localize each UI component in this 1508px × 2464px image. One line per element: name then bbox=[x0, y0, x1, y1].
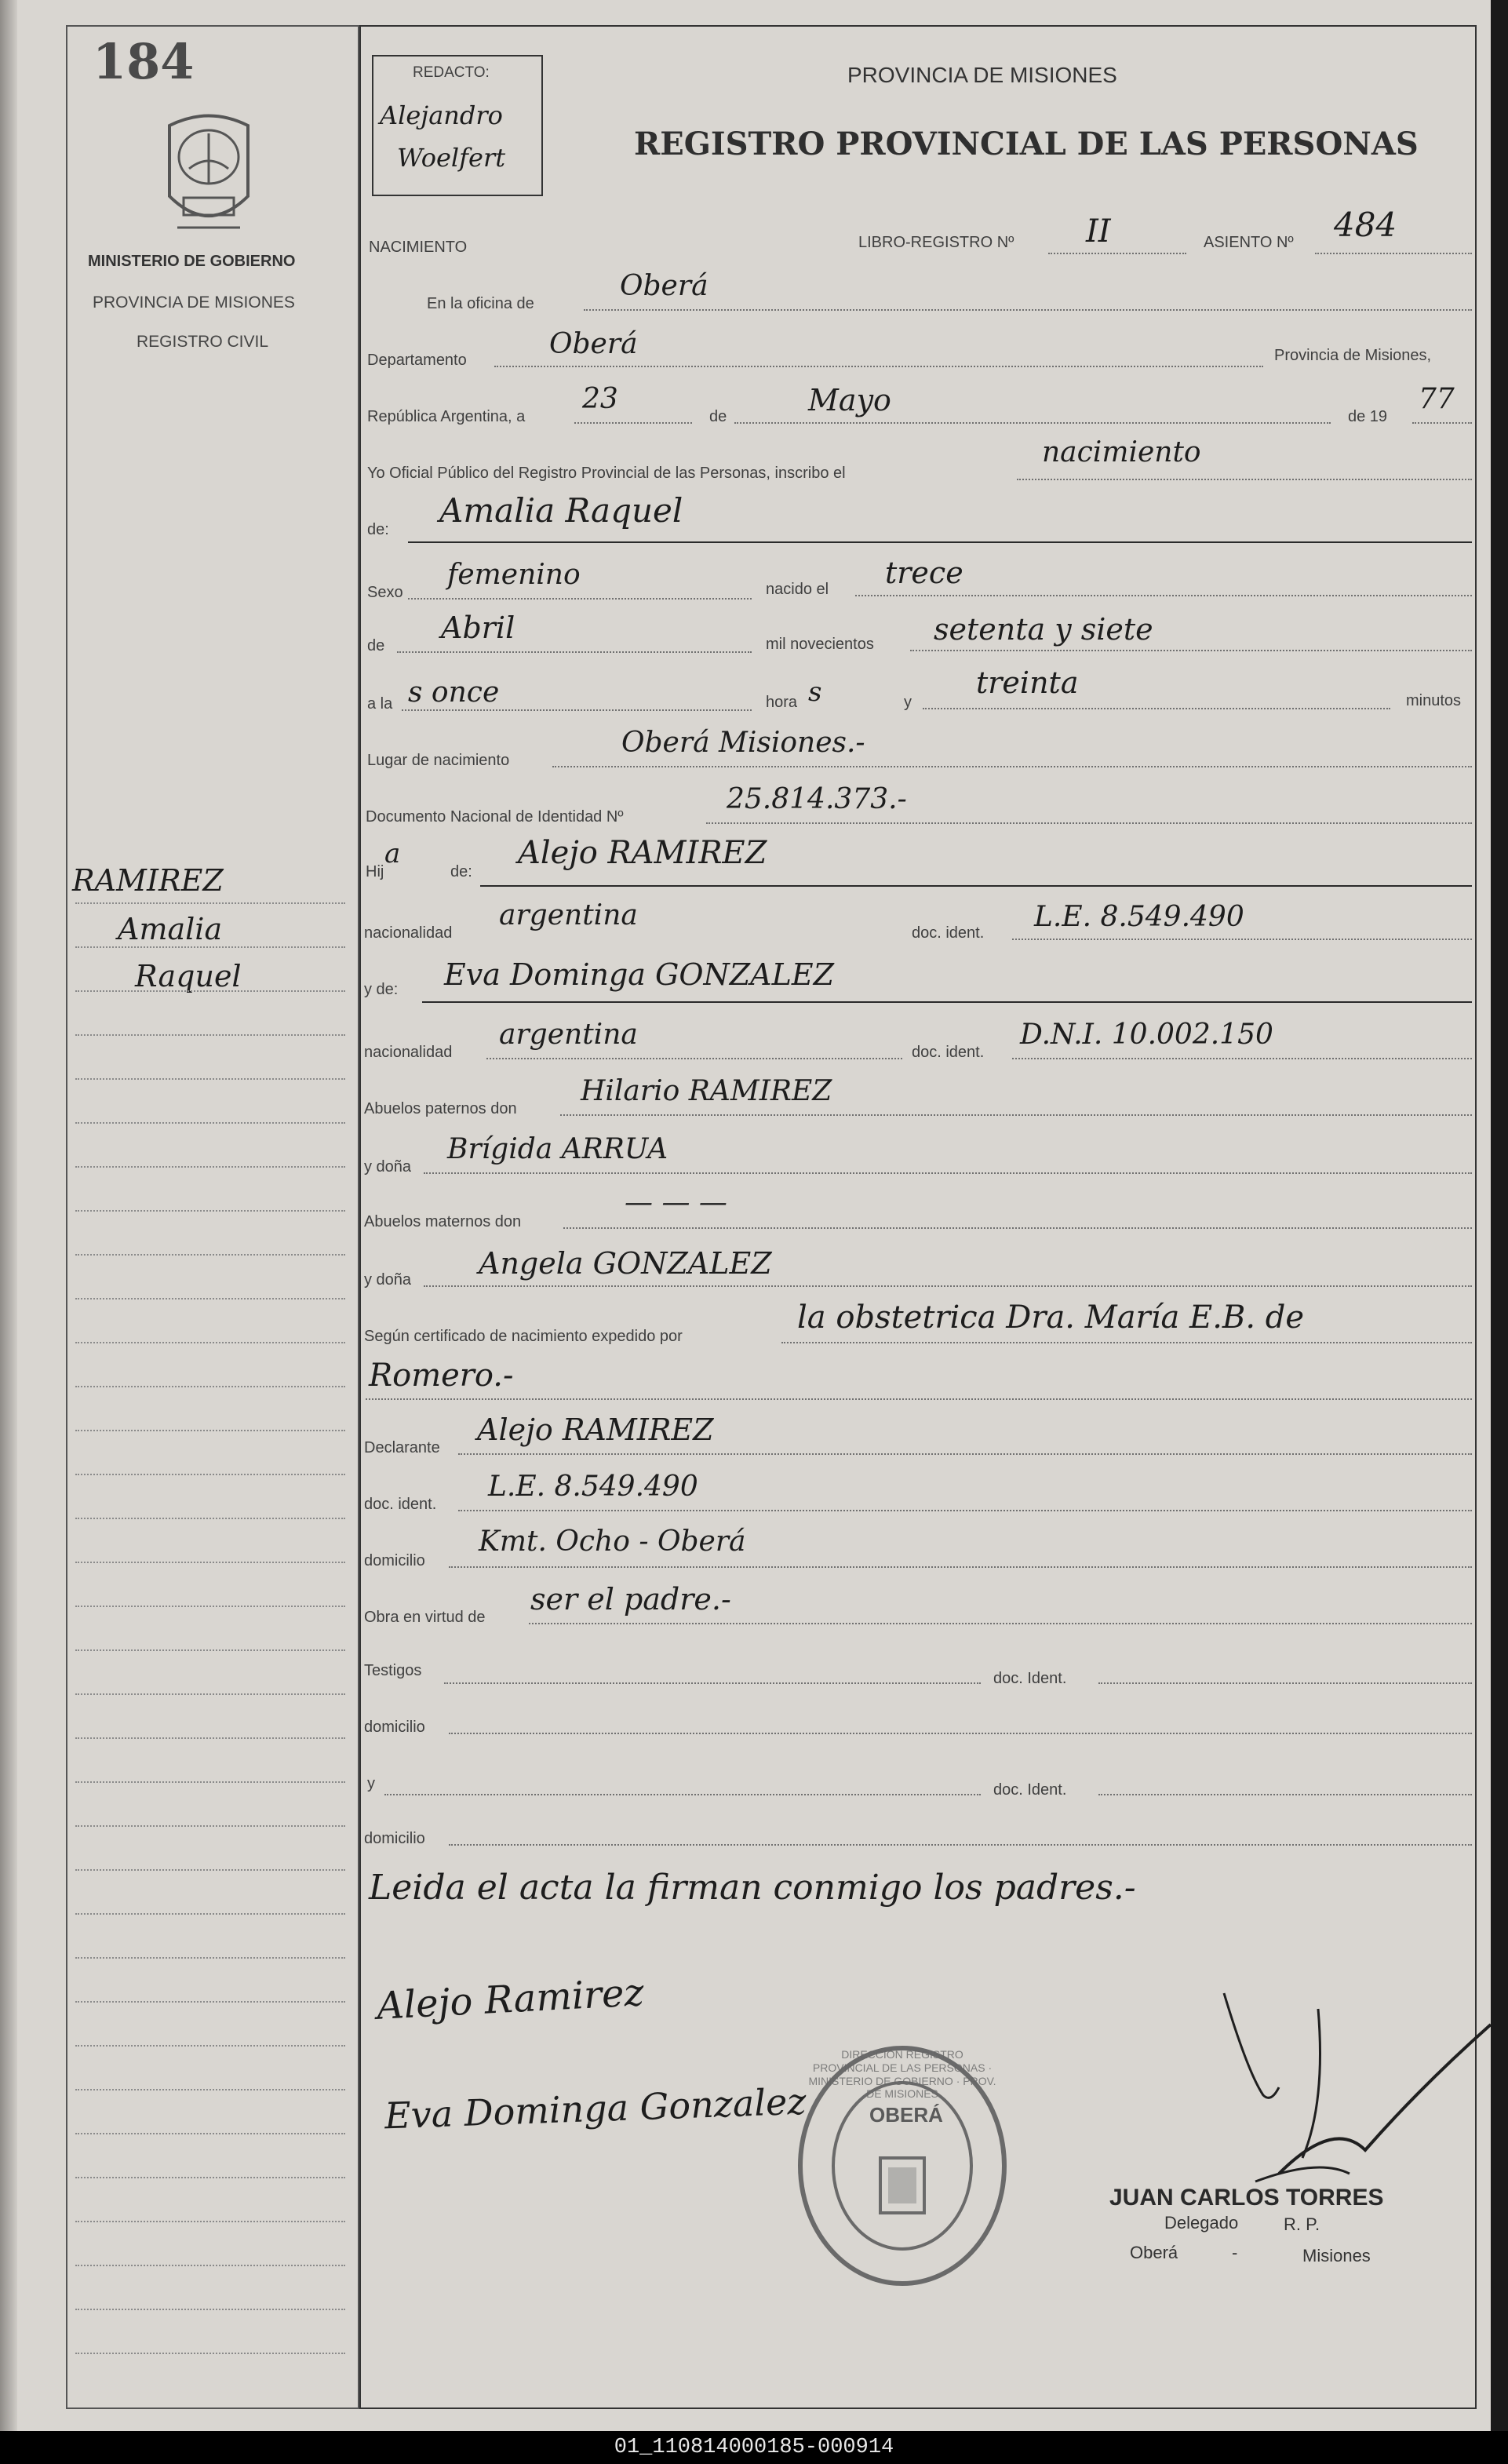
margin-rule-line bbox=[75, 1166, 345, 1168]
domicilio-line bbox=[449, 1566, 1472, 1568]
y-dona-label-2: y doña bbox=[364, 1271, 412, 1288]
margin-rule-line bbox=[75, 1913, 345, 1915]
margin-rule-line bbox=[75, 2045, 345, 2047]
doc-declarante-line bbox=[458, 1510, 1472, 1511]
doc-padre-line bbox=[1012, 939, 1472, 940]
margin-rule-line bbox=[75, 2221, 345, 2222]
ministry-name: MINISTERIO DE GOBIERNO bbox=[88, 253, 296, 270]
margin-rule-line bbox=[75, 1518, 345, 1519]
doc-madre-value: D.N.I. 10.002.150 bbox=[1020, 1019, 1273, 1051]
cert-value-2: Romero.- bbox=[369, 1358, 514, 1394]
minutos-label: minutos bbox=[1406, 692, 1462, 709]
ab-mat-don-line bbox=[563, 1227, 1472, 1229]
margin-rule-line bbox=[75, 1869, 345, 1871]
de-mes-label: de bbox=[367, 637, 385, 654]
hora-label: hora bbox=[766, 694, 798, 711]
lugar-line bbox=[552, 766, 1472, 767]
stamp-dash: - bbox=[1232, 2243, 1238, 2262]
cert-label: Según certificado de nacimiento expedido por bbox=[364, 1328, 683, 1345]
minutos-value: treinta bbox=[976, 665, 1079, 700]
margin-rule-line bbox=[75, 1342, 345, 1343]
margin-rule-line bbox=[75, 1562, 345, 1563]
ab-pat-don-value: Hilario RAMIREZ bbox=[581, 1075, 832, 1107]
libro-line bbox=[1048, 253, 1186, 254]
mes-value: Mayo bbox=[808, 383, 891, 417]
madre-value: Eva Dominga GONZALEZ bbox=[444, 957, 834, 992]
left-margin-frame bbox=[66, 25, 359, 2409]
nacido-mes-line bbox=[397, 651, 752, 653]
oficina-line bbox=[584, 309, 1472, 311]
ab-mat-dona-line bbox=[424, 1285, 1472, 1287]
redacto-value-1: Alejandro bbox=[380, 100, 503, 130]
doc-testigo1-label: doc. Ident. bbox=[993, 1670, 1067, 1687]
inscribo-line bbox=[1017, 479, 1472, 480]
hijo-de-label: de: bbox=[450, 863, 472, 880]
margin-rule-line bbox=[75, 1298, 345, 1299]
stamp-city: Oberá bbox=[1130, 2243, 1178, 2262]
testigo2-line bbox=[384, 1794, 981, 1795]
margin-rule-line bbox=[75, 2177, 345, 2178]
oficina-value: Oberá bbox=[620, 270, 708, 302]
stamp-role2: R. P. bbox=[1284, 2214, 1320, 2234]
margin-rule-line bbox=[75, 1825, 345, 1827]
testigos-line bbox=[444, 1682, 981, 1684]
margin-rule-line bbox=[75, 1430, 345, 1431]
margin-rule-line bbox=[75, 990, 345, 992]
margin-rule-line bbox=[75, 1078, 345, 1080]
official-signature-stroke bbox=[1161, 1977, 1491, 2213]
nacido-anio-line bbox=[910, 650, 1472, 651]
padre-line bbox=[480, 885, 1472, 887]
obra-line bbox=[529, 1623, 1472, 1624]
doc-padre-value: L.E. 8.549.490 bbox=[1034, 901, 1244, 933]
ab-pat-dona-line bbox=[424, 1172, 1472, 1174]
hijo-suffix: a bbox=[384, 838, 401, 869]
signature-madre: Eva Dominga Gonzalez bbox=[384, 2079, 807, 2138]
departamento-label: Departamento bbox=[367, 352, 467, 369]
dni-line bbox=[706, 822, 1472, 824]
domicilio-label: domicilio bbox=[364, 1552, 425, 1569]
asiento-line bbox=[1315, 253, 1472, 254]
nac-madre-value: argentina bbox=[499, 1019, 638, 1051]
redacto-value-2: Woelfert bbox=[397, 143, 506, 173]
cert-line-1 bbox=[781, 1342, 1472, 1343]
header-province: PROVINCIA DE MISIONES bbox=[847, 63, 1117, 87]
hora-suffix: s bbox=[808, 676, 822, 708]
anio-line bbox=[1412, 422, 1472, 424]
doc-declarante-label: doc. ident. bbox=[364, 1496, 437, 1513]
dia-line bbox=[574, 422, 692, 424]
margin-rule-line bbox=[75, 1254, 345, 1256]
stamp-name: JUAN CARLOS TORRES bbox=[1109, 2185, 1384, 2211]
nac-padre-label: nacionalidad bbox=[364, 924, 453, 942]
doc-padre-label: doc. ident. bbox=[912, 924, 985, 942]
y-dona-label: y doña bbox=[364, 1158, 412, 1176]
nacido-mes-value: Abril bbox=[441, 611, 515, 645]
libro-registro-value: II bbox=[1086, 213, 1111, 250]
mil-label: mil novecientos bbox=[766, 636, 874, 653]
ministry-registry: REGISTRO CIVIL bbox=[137, 333, 269, 351]
margin-rule-line bbox=[75, 1386, 345, 1387]
margin-rule-line bbox=[75, 1122, 345, 1124]
madre-line bbox=[422, 1001, 1472, 1003]
lugar-value: Oberá Misiones.- bbox=[621, 727, 865, 759]
domicilio-testigo2-line bbox=[449, 1844, 1472, 1846]
image-caption: 01_110814000185-000914 bbox=[0, 2431, 1508, 2464]
stamp-role: Delegado bbox=[1164, 2213, 1239, 2233]
margin-rule-line bbox=[75, 1737, 345, 1739]
y-label: y bbox=[904, 694, 912, 711]
testigos-label: Testigos bbox=[364, 1662, 422, 1679]
domicilio-testigo1-label: domicilio bbox=[364, 1719, 425, 1736]
dia-value: 23 bbox=[582, 383, 618, 415]
doc-testigo2-line bbox=[1098, 1794, 1472, 1795]
nombre-line bbox=[408, 541, 1472, 543]
provincia-suffix: Provincia de Misiones, bbox=[1274, 347, 1432, 364]
inscribo-value: nacimiento bbox=[1042, 436, 1201, 468]
margin-rule-line bbox=[75, 2353, 345, 2354]
hora-line bbox=[402, 709, 752, 711]
nac-madre-line bbox=[486, 1058, 902, 1059]
stamp-province: Misiones bbox=[1302, 2246, 1371, 2265]
ab-pat-label: Abuelos paternos don bbox=[364, 1100, 517, 1117]
asiento-value: 484 bbox=[1334, 206, 1397, 244]
republica-label: República Argentina, a bbox=[367, 408, 526, 425]
libro-registro-label: LIBRO-REGISTRO Nº bbox=[858, 234, 1014, 251]
coat-of-arms-icon bbox=[154, 110, 264, 243]
act-type-label: NACIMIENTO bbox=[369, 239, 468, 256]
margin-note-name1: Amalia bbox=[118, 912, 223, 946]
y-testigo-label: y bbox=[367, 1775, 375, 1792]
margin-rule-line bbox=[75, 1781, 345, 1783]
domicilio-testigo2-label: domicilio bbox=[364, 1830, 425, 1847]
sexo-value: femenino bbox=[447, 559, 581, 591]
nacido-anio-value: setenta y siete bbox=[934, 612, 1153, 647]
margin-rule-line bbox=[75, 1957, 345, 1959]
margin-rule-line bbox=[75, 2265, 345, 2266]
oficina-label: En la oficina de bbox=[427, 295, 534, 312]
margin-rule-line bbox=[75, 902, 345, 904]
margin-note-surname: RAMIREZ bbox=[72, 863, 224, 898]
margin-rule-line bbox=[75, 1693, 345, 1695]
page-number: 184 bbox=[93, 33, 195, 90]
de-anio-label: de 19 bbox=[1348, 408, 1388, 425]
ab-mat-don-value: — — — bbox=[625, 1186, 727, 1219]
margin-rule-line bbox=[75, 2133, 345, 2134]
seal-center-text: OBERÁ bbox=[869, 2103, 943, 2127]
dni-label: Documento Nacional de Identidad Nº bbox=[366, 808, 624, 826]
cert-line-2 bbox=[366, 1398, 1472, 1400]
hora-value: s once bbox=[408, 676, 500, 709]
margin-rule-line bbox=[75, 1606, 345, 1607]
margin-rule-line bbox=[75, 2001, 345, 2003]
book-spine-shadow bbox=[0, 0, 17, 2431]
anio-value: 77 bbox=[1419, 383, 1455, 415]
ab-mat-dona-value: Angela GONZALEZ bbox=[479, 1246, 772, 1281]
padre-value: Alejo RAMIREZ bbox=[518, 835, 767, 871]
ab-pat-dona-value: Brígida ARRUA bbox=[447, 1133, 668, 1165]
doc-madre-line bbox=[1012, 1058, 1472, 1059]
doc-testigo2-label: doc. Ident. bbox=[993, 1781, 1067, 1799]
sexo-line bbox=[408, 598, 752, 600]
doc-testigo1-line bbox=[1098, 1682, 1472, 1684]
nac-padre-value: argentina bbox=[499, 899, 638, 931]
a-las-label: a la bbox=[367, 695, 393, 713]
closing-text: Leida el acta la firman conmigo los padres.- bbox=[369, 1868, 1136, 1908]
declarante-label: Declarante bbox=[364, 1439, 440, 1456]
margin-rule-line bbox=[75, 946, 345, 948]
hijo-label: Hij bbox=[366, 863, 384, 880]
dni-value: 25.814.373.- bbox=[727, 783, 907, 815]
declarante-value: Alejo RAMIREZ bbox=[477, 1412, 714, 1447]
nac-madre-label: nacionalidad bbox=[364, 1044, 453, 1061]
margin-rule-line bbox=[75, 1474, 345, 1475]
departamento-line bbox=[494, 366, 1263, 367]
margin-note-name2: Raquel bbox=[135, 959, 242, 993]
margin-rule-line bbox=[75, 2309, 345, 2310]
ab-pat-don-line bbox=[560, 1114, 1472, 1116]
nacido-line bbox=[855, 595, 1472, 596]
domicilio-value: Kmt. Ocho - Oberá bbox=[479, 1525, 746, 1558]
nombre-label: de: bbox=[367, 521, 389, 538]
margin-rule-line bbox=[75, 1649, 345, 1651]
doc-declarante-value: L.E. 8.549.490 bbox=[488, 1471, 698, 1503]
nombre-value: Amalia Raquel bbox=[439, 491, 683, 530]
signature-padre: Alejo Ramirez bbox=[375, 1970, 646, 2028]
mes-line bbox=[734, 422, 1331, 424]
asiento-label: ASIENTO Nº bbox=[1204, 234, 1294, 251]
y-de-label: y de: bbox=[364, 981, 399, 998]
margin-rule-line bbox=[75, 1034, 345, 1036]
nacido-label: nacido el bbox=[766, 581, 829, 598]
declarante-line bbox=[458, 1453, 1472, 1455]
cert-value-1: la obstetrica Dra. María E.B. de bbox=[797, 1299, 1305, 1336]
header-title: REGISTRO PROVINCIAL DE LAS PERSONAS bbox=[634, 126, 1419, 162]
margin-rule-line bbox=[75, 2089, 345, 2090]
obra-value: ser el padre.- bbox=[530, 1582, 731, 1617]
de-label: de bbox=[709, 408, 727, 425]
ministry-province: PROVINCIA DE MISIONES bbox=[93, 293, 295, 312]
doc-madre-label: doc. ident. bbox=[912, 1044, 985, 1061]
sexo-label: Sexo bbox=[367, 584, 403, 601]
seal-ring-text: DIRECCIÓN REGISTRO PROVINCIAL DE LAS PERSONAS · MINISTERIO DE GOBIERNO · PROV. DE MISIONES bbox=[808, 2048, 996, 2101]
margin-rule-line bbox=[75, 1210, 345, 1212]
obra-label: Obra en virtud de bbox=[364, 1609, 486, 1626]
domicilio-testigo1-line bbox=[449, 1733, 1472, 1734]
departamento-value: Oberá bbox=[549, 328, 638, 360]
ab-mat-label: Abuelos maternos don bbox=[364, 1213, 522, 1230]
inscribo-label: Yo Oficial Público del Registro Provincial de las Personas, inscribo el bbox=[367, 465, 846, 482]
nacido-dia-value: trece bbox=[885, 556, 963, 590]
minutos-line bbox=[923, 708, 1390, 709]
redacto-label: REDACTO: bbox=[413, 64, 490, 81]
lugar-label: Lugar de nacimiento bbox=[367, 752, 510, 769]
